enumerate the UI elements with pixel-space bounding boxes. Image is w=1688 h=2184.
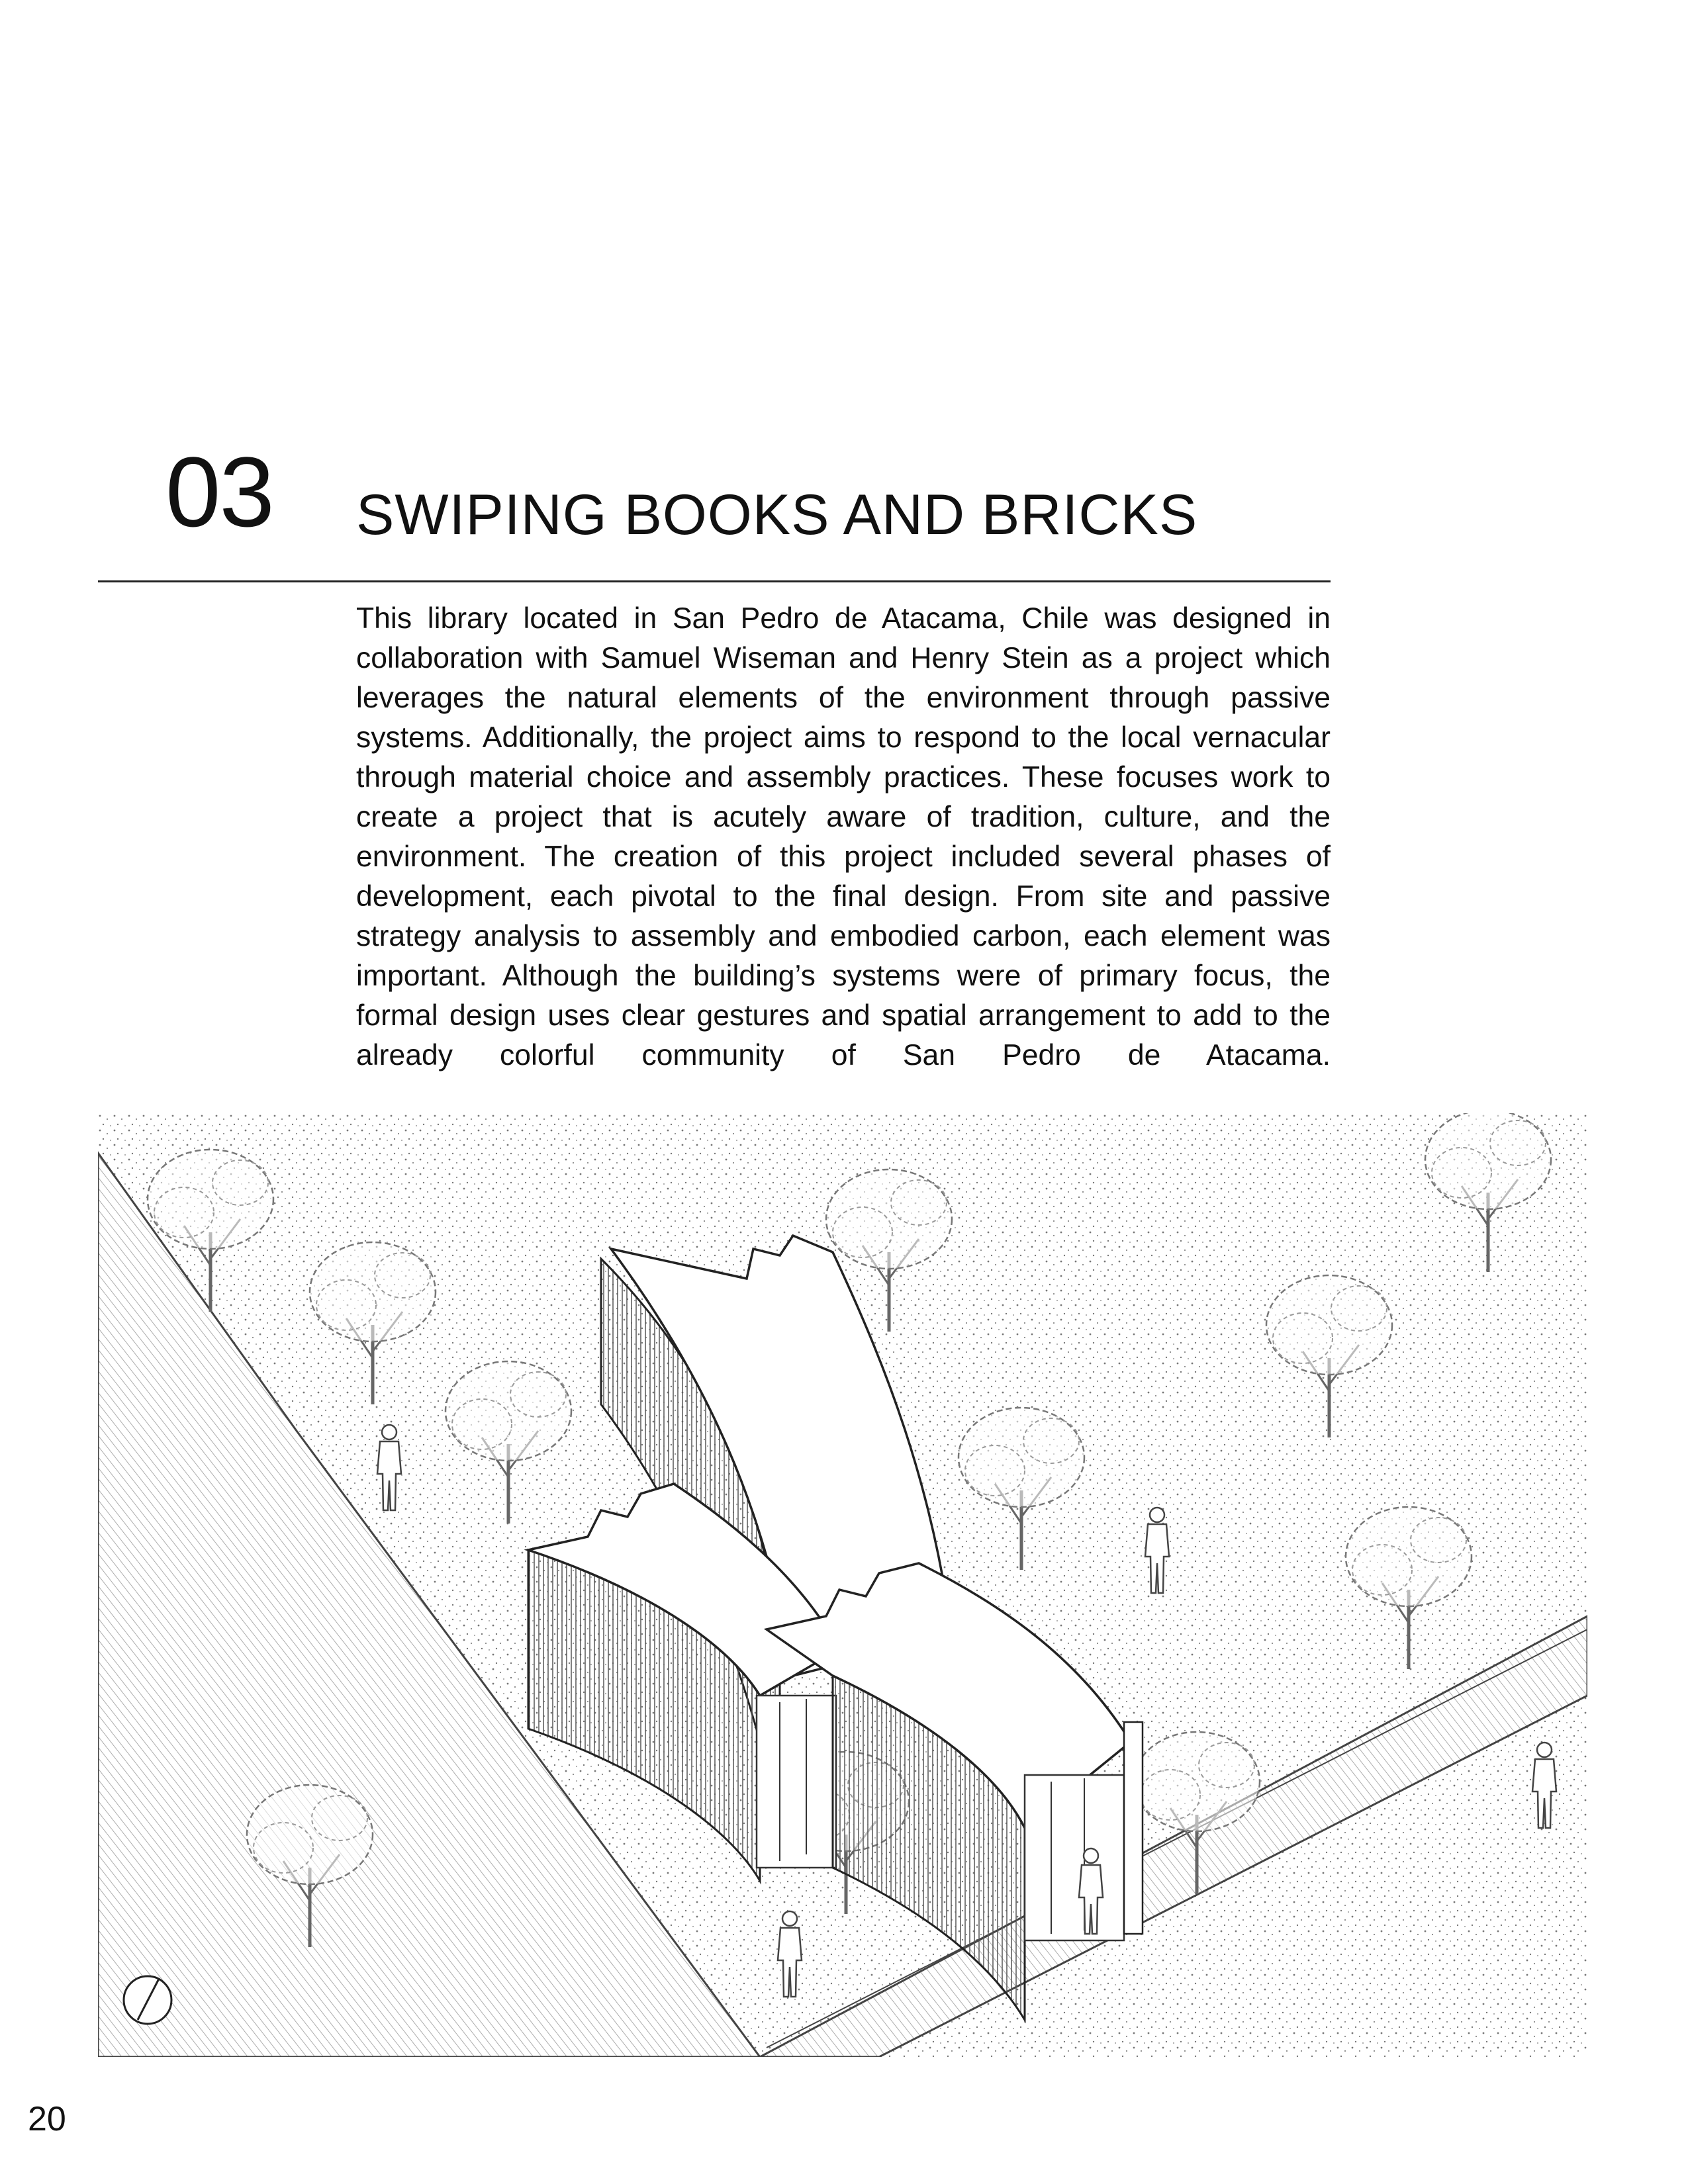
- section-title: SWIPING BOOKS AND BRICKS: [356, 483, 1198, 547]
- page-number: 20: [28, 2100, 66, 2138]
- axonometric-drawing: [98, 1113, 1587, 2057]
- project-description: This library located in San Pedro de Atacama, Chile was designed in collaboration with Samuel Wiseman and Henry Stein as a project which leverages the natural elements of the environment through passive systems. Additionally, the project aims to respond to the local vernacular through material choice and assembly practices. These focuses work to create a project that is acutely aware of tradition, culture, and the environment. The creation of this project included several phases of development, each pivotal to the final design. From site and passive strategy analysis to assembly and embodied carbon, each element was important. Although the building’s systems were of primary focus, the formal design uses clear gestures and spatial arrangement to add to the already colorful community of San Pedro de Atacama.: [356, 602, 1331, 1071]
- north-arrow-icon: [124, 1976, 171, 2024]
- title-divider: [98, 580, 1331, 582]
- section-number: 03: [165, 436, 273, 547]
